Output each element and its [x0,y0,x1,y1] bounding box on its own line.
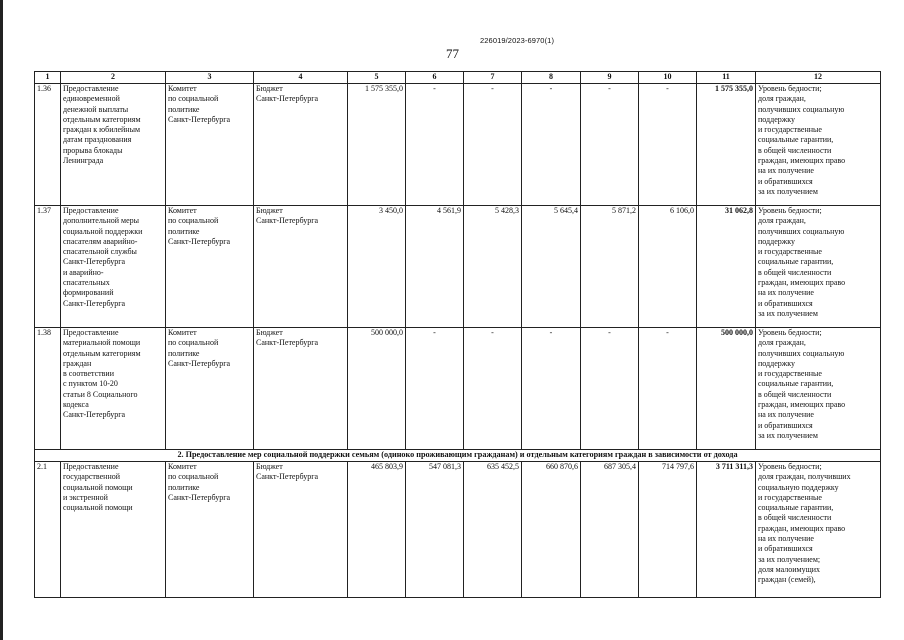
amount-col9: - [581,84,639,206]
indicator: Уровень бедности; доля граждан, получивших социальную поддержку и государственные социальные гарантии, в общей численности граждан, имеющих право на их получение и обратившихся за их получением; доля малоимущих граждан (семей), [756,462,881,598]
executor: Комитет по социальной политике Санкт-Петербурга [166,206,254,328]
amount-total: 31 062,8 [697,206,756,328]
document-number: 226019/2023-6970(1) [480,36,555,45]
row-id: 1.37 [35,206,61,328]
amount-col10: - [639,328,697,450]
amount-total: 1 575 355,0 [697,84,756,206]
executor: Комитет по социальной политике Санкт-Петербурга [166,84,254,206]
amount-col5: 500 000,0 [348,328,406,450]
amount-col10: - [639,84,697,206]
funding-source: Бюджет Санкт-Петербурга [254,462,348,598]
row-id: 1.36 [35,84,61,206]
scan-edge [0,0,3,640]
amount-col6: 4 561,9 [406,206,464,328]
column-header: 9 [581,72,639,84]
table-row [35,206,881,328]
amount-total: 500 000,0 [697,328,756,450]
amount-col10: 714 797,6 [639,462,697,598]
section-title: 2. Предоставление мер социальной поддержки семьям (одиноко проживающим гражданам) и отдельным категориям граждан в зависимости от дохода [35,450,881,462]
budget-table [34,71,881,598]
indicator: Уровень бедности; доля граждан, получивших социальную поддержку и государственные социальные гарантии, в общей численности граждан, имеющих право на их получение и обратившихся за их получением [756,84,881,206]
indicator: Уровень бедности; доля граждан, получивших социальную поддержку и государственные социальные гарантии, в общей численности граждан, имеющих право на их получение и обратившихся за их получением [756,206,881,328]
table-row [35,84,881,206]
amount-col6: - [406,84,464,206]
indicator: Уровень бедности; доля граждан, получивших социальную поддержку и государственные социальные гарантии, в общей численности граждан, имеющих право на их получение и обратившихся за их получением [756,328,881,450]
executor: Комитет по социальной политике Санкт-Петербурга [166,328,254,450]
amount-col10: 6 106,0 [639,206,697,328]
amount-col6: 547 081,3 [406,462,464,598]
amount-col7: - [464,328,522,450]
page-number: 77 [446,46,459,61]
amount-col8: - [522,328,581,450]
measure-name: Предоставление государственной социальной помощи и экстренной социальной помощи [61,462,166,598]
amount-col8: 660 870,6 [522,462,581,598]
column-header: 8 [522,72,581,84]
measure-name: Предоставление единовременной денежной выплаты отдельным категориям граждан к юбилейным датам празднования прорыва блокады Ленинграда [61,84,166,206]
amount-col8: 5 645,4 [522,206,581,328]
column-header: 11 [697,72,756,84]
row-id: 1.38 [35,328,61,450]
executor: Комитет по социальной политике Санкт-Петербурга [166,462,254,598]
column-header: 6 [406,72,464,84]
measure-name: Предоставление материальной помощи отдельным категориям граждан в соответствии с пунктом 10-20 статьи 8 Социального кодекса Санкт-Петербурга [61,328,166,450]
amount-col9: - [581,328,639,450]
column-header: 12 [756,72,881,84]
amount-col7: 635 452,5 [464,462,522,598]
column-header: 5 [348,72,406,84]
measure-name: Предоставление дополнительной меры социальной поддержки спасателям аварийно- спасательной службы Санкт-Петербурга и аварийно- спасательных формирований Санкт-Петербурга [61,206,166,328]
column-number-row [35,72,881,84]
amount-col8: - [522,84,581,206]
row-id: 2.1 [35,462,61,598]
table-row [35,462,881,598]
amount-total: 3 711 311,3 [697,462,756,598]
funding-source: Бюджет Санкт-Петербурга [254,84,348,206]
funding-source: Бюджет Санкт-Петербурга [254,206,348,328]
table-row [35,328,881,450]
amount-col5: 1 575 355,0 [348,84,406,206]
amount-col5: 3 450,0 [348,206,406,328]
section-row [35,450,881,462]
amount-col5: 465 803,9 [348,462,406,598]
column-header: 10 [639,72,697,84]
amount-col6: - [406,328,464,450]
amount-col9: 687 305,4 [581,462,639,598]
column-header: 7 [464,72,522,84]
column-header: 3 [166,72,254,84]
column-header: 1 [35,72,61,84]
amount-col7: 5 428,3 [464,206,522,328]
amount-col9: 5 871,2 [581,206,639,328]
amount-col7: - [464,84,522,206]
funding-source: Бюджет Санкт-Петербурга [254,328,348,450]
column-header: 4 [254,72,348,84]
column-header: 2 [61,72,166,84]
